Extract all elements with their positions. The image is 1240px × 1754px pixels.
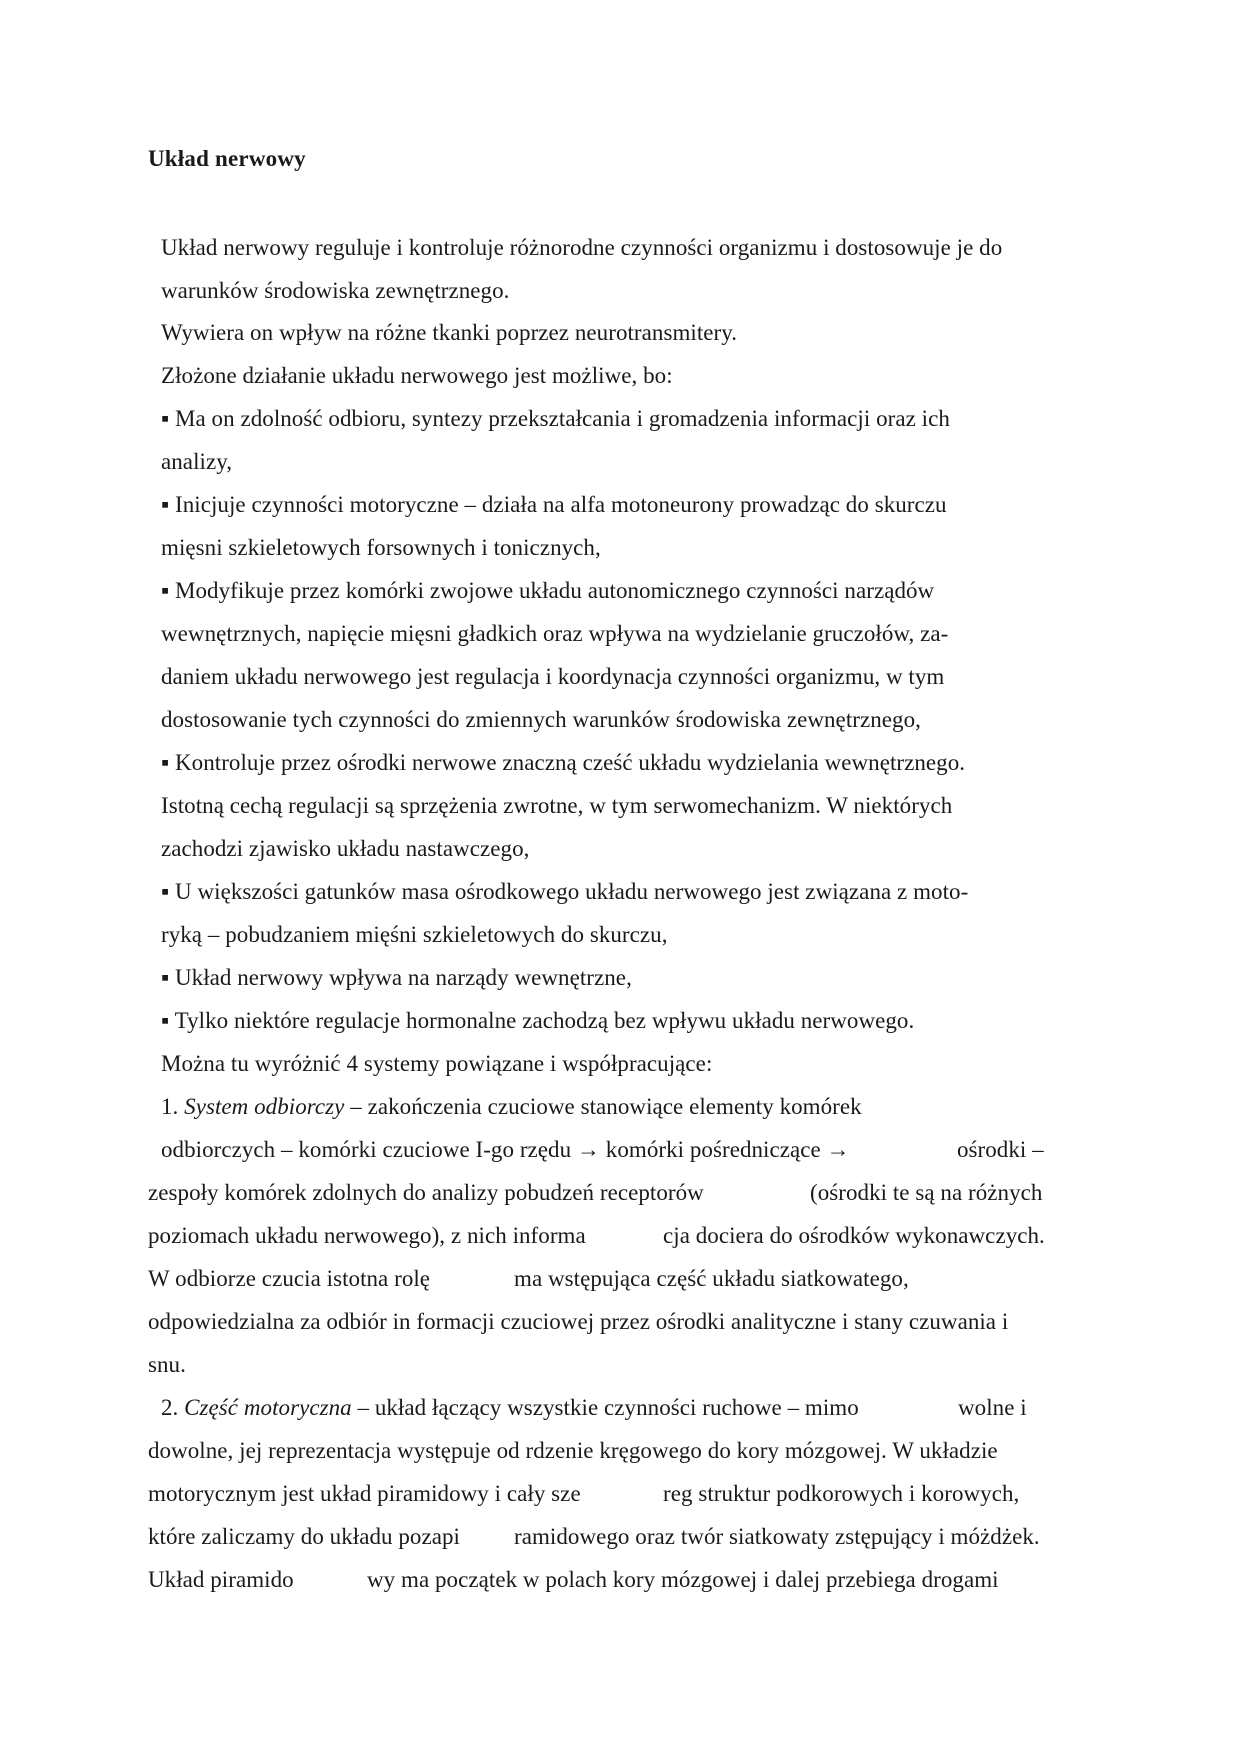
text-line: warunków środowiska zewnętrznego. [161,278,510,303]
section-1-number: 1. [161,1094,185,1119]
text-line: Złożone działanie układu nerwowego jest możliwe, bo: [161,363,673,388]
section-2-heading-line [161,1393,859,1423]
text-line: dostosowanie tych czynności do zmiennych warunków środowiska zewnętrznego, [161,707,921,732]
text-line: cja dociera do ośrodków wykonawczych. [663,1223,1045,1248]
section-2-text: – układ łączący wszystkie czynności ruchowe – mimo [351,1395,859,1420]
text-line: dowolne, jej reprezentacja występuje od rdzenie kręgowego do kory mózgowej. W układzie [148,1438,998,1463]
text-line: Można tu wyróżnić 4 systemy powiązane i współpracujące: [161,1051,713,1076]
text-line: odbiorczych – komórki czuciowe I-go rzędu → komórki pośredniczące → [161,1137,850,1162]
section-1-heading-line [161,1092,862,1122]
text-line: motorycznym jest układ piramidowy i cały sze [148,1481,581,1506]
text-line: ryką – pobudzaniem mięśni szkieletowych do skurczu, [161,922,668,947]
text-line: ośrodki – [957,1137,1044,1162]
text-line: zespoły komórek zdolnych do analizy pobudzeń receptorów [148,1180,704,1205]
document-title: Układ nerwowy [148,146,306,171]
text-line: W odbiorze czucia istotna rolę [148,1266,431,1291]
text-line: daniem układu nerwowego jest regulacja i koordynacja czynności organizmu, w tym [161,664,945,689]
text-line: snu. [148,1352,186,1377]
text-line: ▪ Ma on zdolność odbioru, syntezy przekształcania i gromadzenia informacji oraz ich [161,406,950,431]
text-line: ▪ Kontroluje przez ośrodki nerwowe znaczną cześć układu wydzielania wewnętrznego. [161,750,966,775]
text-line: wolne i [958,1395,1027,1420]
text-line: ▪ Modyfikuje przez komórki zwojowe układu autonomicznego czynności narządów [161,578,935,603]
section-2-term: Część motoryczna [184,1395,352,1420]
text-line: ▪ Tylko niektóre regulacje hormonalne zachodzą bez wpływu układu nerwowego. [161,1008,915,1033]
section-2-number: 2. [161,1395,185,1420]
text-line: (ośrodki te są na różnych [810,1180,1043,1205]
section-1-text: – zakończenia czuciowe stanowiące elementy komórek [344,1094,862,1119]
section-1-term: System odbiorczy [184,1094,345,1119]
text-line: mięsni szkieletowych forsownych i tonicznych, [161,535,601,560]
text-line: zachodzi zjawisko układu nastawczego, [161,836,530,861]
text-line: które zaliczamy do układu pozapi [148,1524,460,1549]
text-line: reg struktur podkorowych i korowych, [663,1481,1020,1506]
text-line: Układ piramido [148,1567,294,1592]
text-line: Układ nerwowy reguluje i kontroluje różnorodne czynności organizmu i dostosowuje je do [161,235,1003,260]
text-line: ramidowego oraz twór siatkowaty zstępujący i móżdżek. [514,1524,1040,1549]
text-line: Wywiera on wpływ na różne tkanki poprzez neurotransmitery. [161,320,738,345]
text-line: analizy, [161,449,233,474]
text-line: odpowiedzialna za odbiór in formacji czuciowej przez ośrodki analityczne i stany czuwania i [148,1309,1009,1334]
text-line: ▪ Inicjuje czynności motoryczne – działa na alfa motoneurony prowadząc do skurczu [161,492,947,517]
text-line: poziomach układu nerwowego), z nich informa [148,1223,586,1248]
text-line: Istotną cechą regulacji są sprzężenia zwrotne, w tym serwomechanizm. W niektórych [161,793,953,818]
text-line: ma wstępująca część układu siatkowatego, [514,1266,909,1291]
text-line: wy ma początek w polach kory mózgowej i dalej przebiega drogami [367,1567,999,1592]
text-line: wewnętrznych, napięcie mięsni gładkich oraz wpływa na wydzielanie gruczołów, za- [161,621,949,646]
text-line: ▪ Układ nerwowy wpływa na narządy wewnętrzne, [161,965,632,990]
text-line: ▪ U większości gatunków masa ośrodkowego układu nerwowego jest związana z moto- [161,879,969,904]
